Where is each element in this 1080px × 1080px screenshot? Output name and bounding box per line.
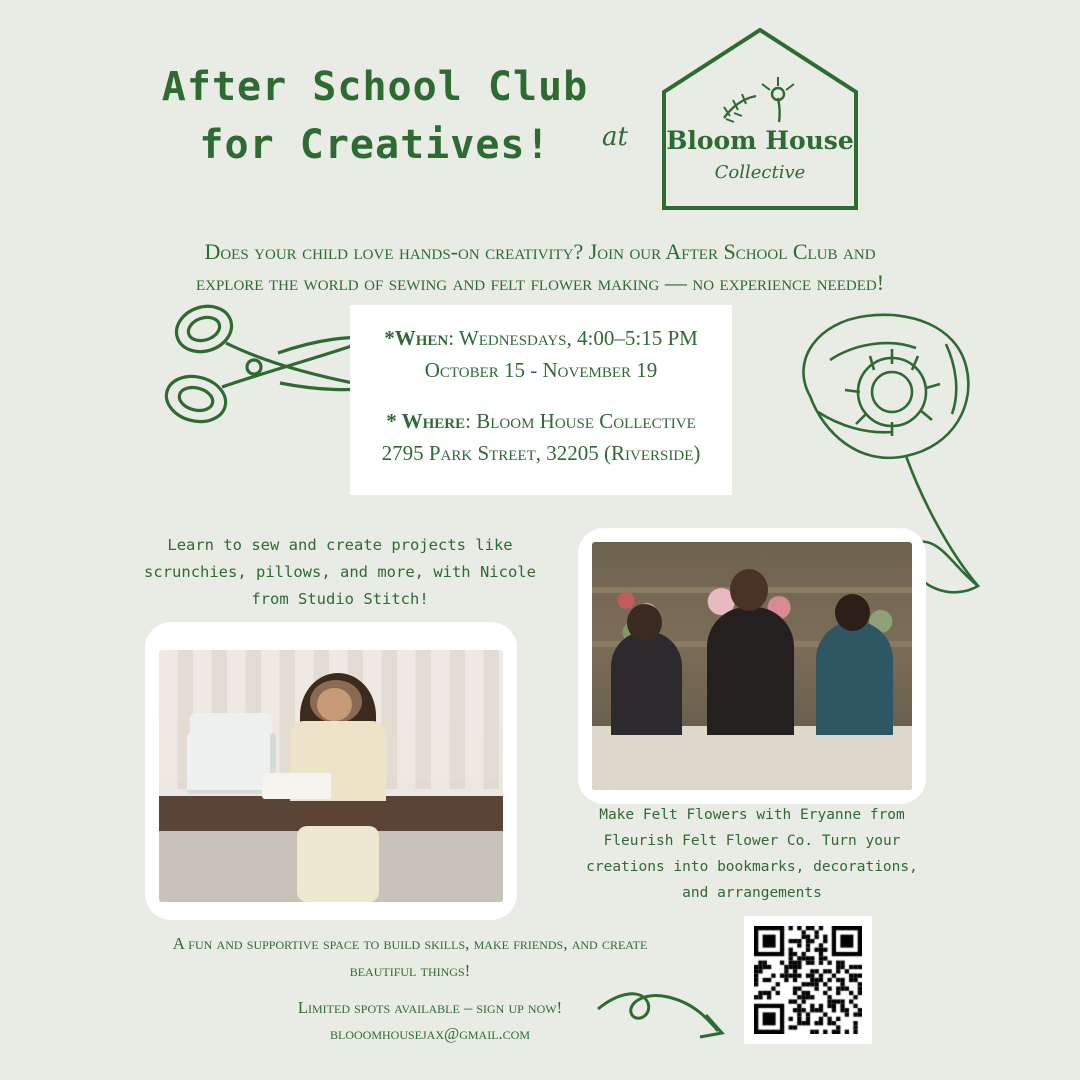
when-label: *When — [384, 326, 449, 350]
sewing-photo-frame — [145, 622, 517, 920]
felt-caption-line-3: creations into bookmarks, decorations, — [586, 859, 918, 876]
signup-block — [230, 995, 630, 1048]
where-line — [364, 406, 718, 438]
sewing-caption-line-2: scrunchies, pillows, and more, with Nicole — [144, 563, 536, 582]
blurb-line-1: A fun and supportive space to build skills, make friends, and create — [172, 934, 648, 953]
logo-name: Bloom House — [666, 126, 854, 155]
logo-subtitle: Collective — [714, 162, 806, 183]
qr-code[interactable] — [744, 916, 872, 1044]
signup-line: Limited spots available – sign up now! — [297, 998, 563, 1017]
when-value: : Wednesdays, 4:00–5:15 PM — [448, 326, 698, 350]
details-card — [350, 305, 732, 495]
intro-paragraph — [130, 236, 950, 298]
intro-line-1: Does your child love hands-on creativity? Join our After School Club and — [204, 239, 876, 264]
where-label: * Where — [386, 409, 466, 433]
sewing-caption-line-3: from Studio Stitch! — [251, 590, 429, 609]
where-value: : Bloom House Collective — [465, 409, 696, 433]
felt-flower-caption — [570, 802, 934, 906]
sewing-caption-line-1: Learn to sew and create projects like — [167, 536, 513, 554]
blurb-line-2: beautiful things! — [349, 961, 471, 981]
logo-house-icon — [650, 18, 870, 218]
sewing-caption — [140, 532, 540, 613]
headline-line-2: for Creatives! — [199, 122, 551, 168]
intro-line-2: explore the world of sewing and felt flower making — no experience needed! — [195, 270, 885, 296]
felt-caption-line-2: Fleurish Felt Flower Co. Turn your — [603, 833, 901, 850]
curved-arrow-icon — [590, 975, 740, 1060]
when-line — [364, 323, 718, 355]
when-block — [364, 323, 718, 386]
page-title — [140, 58, 610, 174]
sewing-photo — [159, 650, 503, 902]
workshop-photo-frame — [578, 528, 926, 804]
where-block — [364, 406, 718, 469]
headline-line-1: After School Club — [161, 64, 589, 110]
at-word: at — [602, 122, 628, 152]
workshop-photo — [592, 542, 912, 790]
signup-email[interactable]: blooomhousejax@gmail.com — [330, 1024, 530, 1044]
where-address: 2795 Park Street, 32205 (Riverside) — [381, 440, 701, 465]
felt-caption-line-1: Make Felt Flowers with Eryanne from — [599, 807, 905, 823]
when-dates: October 15 - November 19 — [424, 357, 658, 382]
felt-caption-line-4: and arrangements — [682, 885, 822, 902]
